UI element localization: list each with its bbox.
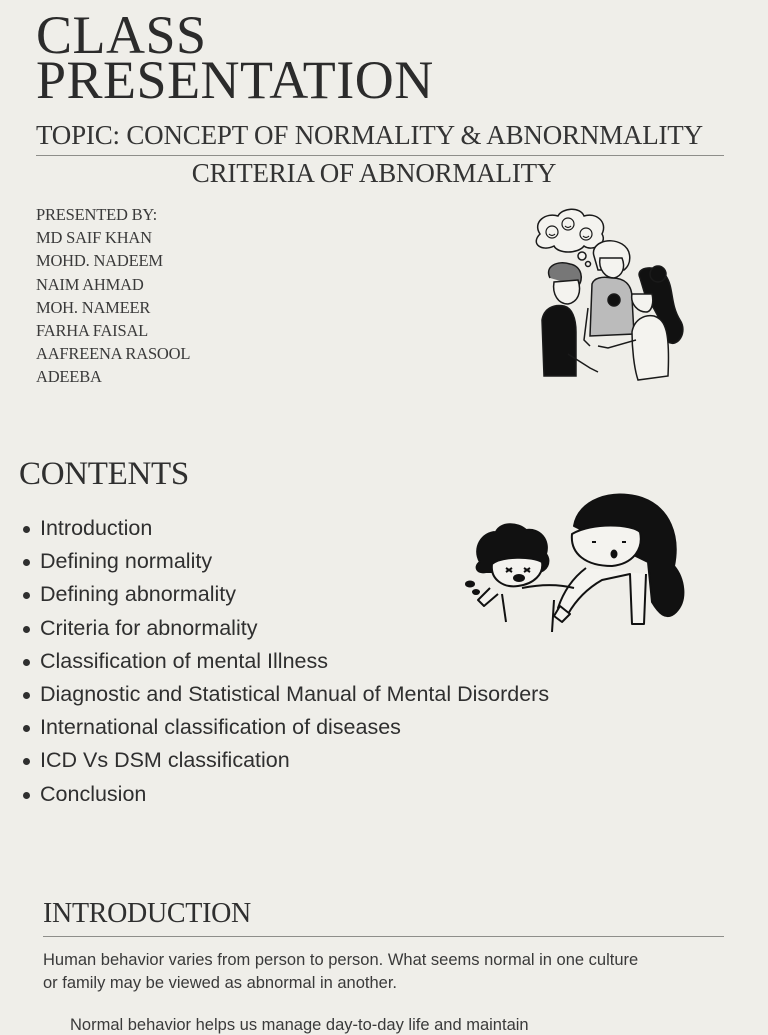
introduction-heading: INTRODUCTION xyxy=(43,898,251,929)
presenter-name: MD SAIF KHAN xyxy=(36,228,152,248)
contents-heading: CONTENTS xyxy=(19,456,189,492)
mother-comforting-crying-child-illustration xyxy=(462,492,692,642)
presenter-name: MOH. NAMEER xyxy=(36,297,151,317)
title-line-1: CLASS xyxy=(36,5,207,65)
list-item: Classification of mental Illness xyxy=(19,645,549,678)
presenter-name: AAFREENA RASOOL xyxy=(36,344,191,364)
presenter-name: NAIM AHMAD xyxy=(36,274,144,294)
list-item: Diagnostic and Statistical Manual of Mental Disorders xyxy=(19,678,549,711)
list-item: Introduction xyxy=(19,512,549,545)
people-talking-illustration xyxy=(528,208,698,386)
topic-divider xyxy=(36,155,724,156)
list-item: ICD Vs DSM classification xyxy=(19,744,549,777)
presenters-label: PRESENTED BY: xyxy=(36,205,158,224)
topic-heading: TOPIC: CONCEPT OF NORMALITY & ABNORNMALITY xyxy=(36,120,703,150)
introduction-next-line: Normal behavior helps us manage day-to-day life and maintain xyxy=(70,1016,529,1034)
list-item: Criteria for abnormality xyxy=(19,612,549,645)
presenter-name: ADEEBA xyxy=(36,367,102,387)
presenter-name: MOHD. NADEEM xyxy=(36,251,163,271)
presenter-name: FARHA FAISAL xyxy=(36,321,149,341)
introduction-divider xyxy=(43,936,724,937)
presenters-block xyxy=(36,203,190,389)
list-item: Defining abnormality xyxy=(19,578,549,611)
introduction-paragraph: Human behavior varies from person to person. What seems normal in one culture or family may be viewed as abnormal in another. xyxy=(43,951,639,992)
list-item: Defining normality xyxy=(19,545,549,578)
subtopic-heading: CRITERIA OF ABNORMALITY xyxy=(191,158,557,188)
title-line-2: PRESENTATION xyxy=(36,50,434,110)
list-item: International classification of diseases xyxy=(19,711,549,744)
list-item: Conclusion xyxy=(19,778,549,811)
